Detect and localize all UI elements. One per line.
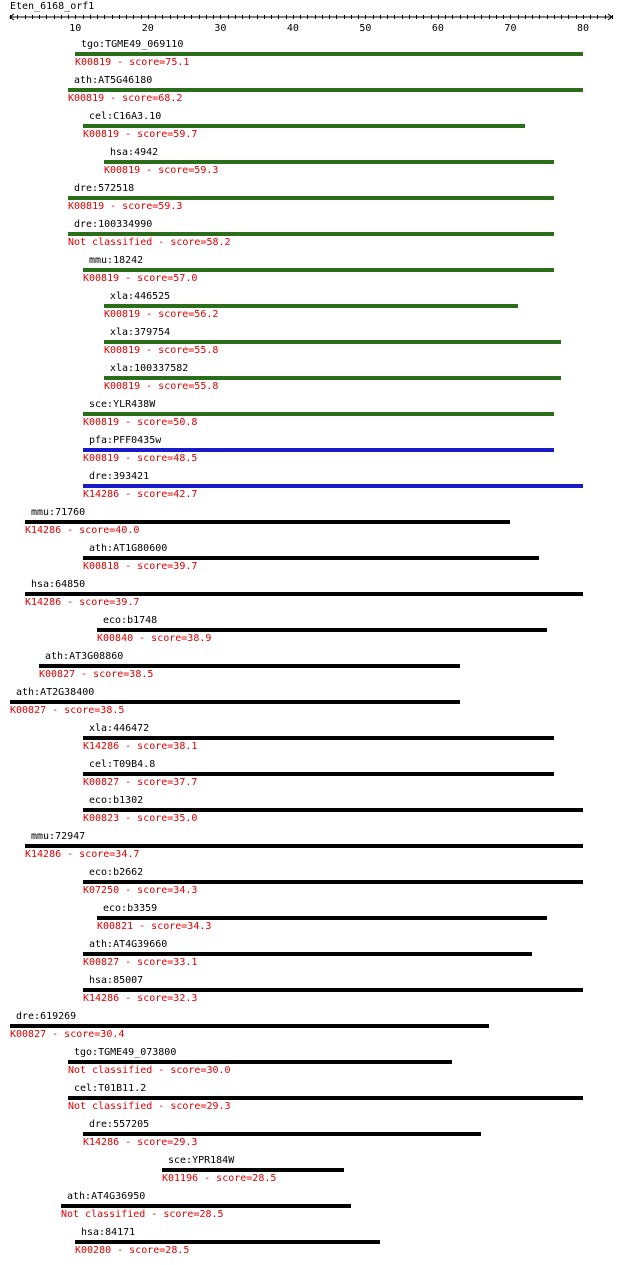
- hit-score-label[interactable]: K00821 - score=34.3: [97, 921, 212, 932]
- hit-score-label[interactable]: K00819 - score=59.3: [68, 201, 183, 212]
- ruler-tick-label: 50: [359, 23, 372, 34]
- hit-alignment-bar[interactable]: [10, 700, 460, 704]
- hit-alignment-bar[interactable]: [83, 808, 583, 812]
- hit-name[interactable]: xla:100337582: [110, 363, 189, 374]
- hit-score-label[interactable]: K14286 - score=39.7: [25, 597, 140, 608]
- hit-alignment-bar[interactable]: [83, 412, 554, 416]
- hit-score-label[interactable]: K00827 - score=37.7: [83, 777, 198, 788]
- hit-alignment-bar[interactable]: [68, 232, 554, 236]
- hit-name[interactable]: eco:b2662: [89, 867, 144, 878]
- ruler-tick-label: 10: [69, 23, 82, 34]
- hit-alignment-bar[interactable]: [68, 1096, 583, 1100]
- hit-alignment-bar[interactable]: [97, 916, 547, 920]
- hit-score-label[interactable]: K00819 - score=75.1: [75, 57, 190, 68]
- query-title: Eten_6168_orf1: [10, 1, 95, 12]
- hit-score-label[interactable]: Not classified - score=28.5: [61, 1209, 224, 1220]
- hit-name[interactable]: dre:557205: [89, 1119, 150, 1130]
- hit-name[interactable]: ath:AT4G36950: [67, 1191, 146, 1202]
- hit-score-label[interactable]: K00819 - score=50.8: [83, 417, 198, 428]
- hit-alignment-bar[interactable]: [83, 1132, 481, 1136]
- hit-name[interactable]: ath:AT5G46180: [74, 75, 153, 86]
- hit-alignment-bar[interactable]: [75, 52, 583, 56]
- hit-score-label[interactable]: K00827 - score=33.1: [83, 957, 198, 968]
- hit-name[interactable]: ath:AT1G80600: [89, 543, 168, 554]
- hit-name[interactable]: eco:b1302: [89, 795, 144, 806]
- hit-name[interactable]: cel:T09B4.8: [89, 759, 156, 770]
- hit-alignment-bar[interactable]: [83, 448, 554, 452]
- hit-alignment-bar[interactable]: [83, 988, 583, 992]
- hit-alignment-bar[interactable]: [83, 880, 583, 884]
- hit-score-label[interactable]: K00280 - score=28.5: [75, 1245, 190, 1256]
- hit-name[interactable]: cel:T01B11.2: [74, 1083, 147, 1094]
- hit-alignment-bar[interactable]: [104, 304, 518, 308]
- hit-score-label[interactable]: K00840 - score=38.9: [97, 633, 212, 644]
- hit-alignment-bar[interactable]: [10, 1024, 489, 1028]
- hit-score-label[interactable]: K14286 - score=32.3: [83, 993, 198, 1004]
- hit-alignment-bar[interactable]: [83, 556, 539, 560]
- hit-name[interactable]: eco:b3359: [103, 903, 158, 914]
- ruler-tick-label: 30: [214, 23, 227, 34]
- hit-name[interactable]: hsa:85007: [89, 975, 144, 986]
- hit-score-label[interactable]: K07250 - score=34.3: [83, 885, 198, 896]
- hit-score-label[interactable]: Not classified - score=30.0: [68, 1065, 231, 1076]
- hit-name[interactable]: hsa:64850: [31, 579, 86, 590]
- hit-name[interactable]: tgo:TGME49_073800: [74, 1047, 177, 1058]
- hit-score-label[interactable]: K14286 - score=40.0: [25, 525, 140, 536]
- hit-alignment-bar[interactable]: [104, 376, 561, 380]
- hit-score-label[interactable]: Not classified - score=29.3: [68, 1101, 231, 1112]
- ruler-tick-label: 40: [286, 23, 299, 34]
- hit-score-label[interactable]: K00827 - score=38.5: [10, 705, 125, 716]
- hit-name[interactable]: dre:619269: [16, 1011, 77, 1022]
- hit-alignment-bar[interactable]: [162, 1168, 344, 1172]
- hit-score-label[interactable]: K01196 - score=28.5: [162, 1173, 277, 1184]
- hit-name[interactable]: dre:100334990: [74, 219, 153, 230]
- hit-alignment-bar[interactable]: [61, 1204, 351, 1208]
- hit-name[interactable]: sce:YLR438W: [89, 399, 156, 410]
- ruler-tick-label: 60: [431, 23, 444, 34]
- hit-score-label[interactable]: K00823 - score=35.0: [83, 813, 198, 824]
- hit-name[interactable]: sce:YPR184W: [168, 1155, 235, 1166]
- hit-score-label[interactable]: K00819 - score=68.2: [68, 93, 183, 104]
- hit-alignment-bar[interactable]: [25, 844, 583, 848]
- hit-score-label[interactable]: Not classified - score=58.2: [68, 237, 231, 248]
- hit-score-label[interactable]: K00819 - score=59.7: [83, 129, 198, 140]
- hit-name[interactable]: xla:446525: [110, 291, 171, 302]
- hit-name[interactable]: eco:b1748: [103, 615, 158, 626]
- ruler-tick-label: 70: [504, 23, 517, 34]
- hit-alignment-bar[interactable]: [104, 160, 554, 164]
- hit-score-label[interactable]: K00819 - score=59.3: [104, 165, 219, 176]
- hit-score-label[interactable]: K14286 - score=38.1: [83, 741, 198, 752]
- hit-score-label[interactable]: K00819 - score=57.0: [83, 273, 198, 284]
- hit-alignment-bar[interactable]: [68, 88, 583, 92]
- hit-name[interactable]: mmu:72947: [31, 831, 86, 842]
- hit-name[interactable]: xla:446472: [89, 723, 150, 734]
- hit-name[interactable]: dre:572518: [74, 183, 135, 194]
- hit-score-label[interactable]: K00819 - score=48.5: [83, 453, 198, 464]
- hit-score-label[interactable]: K00819 - score=55.8: [104, 345, 219, 356]
- hit-score-label[interactable]: K00818 - score=39.7: [83, 561, 198, 572]
- hit-alignment-bar[interactable]: [83, 736, 554, 740]
- hit-name[interactable]: mmu:18242: [89, 255, 144, 266]
- hit-alignment-bar[interactable]: [25, 520, 510, 524]
- hit-alignment-bar[interactable]: [97, 628, 547, 632]
- hit-alignment-bar[interactable]: [75, 1240, 380, 1244]
- hit-name[interactable]: ath:AT4G39660: [89, 939, 168, 950]
- hit-alignment-bar[interactable]: [83, 952, 532, 956]
- hit-name[interactable]: pfa:PFF0435w: [89, 435, 162, 446]
- hit-score-label[interactable]: K00819 - score=56.2: [104, 309, 219, 320]
- hit-name[interactable]: tgo:TGME49_069110: [81, 39, 184, 50]
- hit-score-label[interactable]: K14286 - score=29.3: [83, 1137, 198, 1148]
- hit-score-label[interactable]: K14286 - score=42.7: [83, 489, 198, 500]
- hit-alignment-bar[interactable]: [68, 196, 554, 200]
- hit-alignment-bar[interactable]: [83, 268, 554, 272]
- hit-score-label[interactable]: K00827 - score=30.4: [10, 1029, 125, 1040]
- ruler-tick-label: 80: [576, 23, 590, 34]
- hit-score-label[interactable]: K14286 - score=34.7: [25, 849, 140, 860]
- hit-alignment-bar[interactable]: [83, 124, 525, 128]
- hit-alignment-bar[interactable]: [104, 340, 561, 344]
- hit-name[interactable]: cel:C16A3.10: [89, 111, 162, 122]
- hit-score-label[interactable]: K00819 - score=55.8: [104, 381, 219, 392]
- hit-name[interactable]: dre:393421: [89, 471, 150, 482]
- hit-name[interactable]: mmu:71760: [31, 507, 86, 518]
- hit-alignment-bar[interactable]: [25, 592, 583, 596]
- hit-score-label[interactable]: K00827 - score=38.5: [39, 669, 154, 680]
- hit-alignment-bar[interactable]: [68, 1060, 452, 1064]
- hit-name[interactable]: hsa:4942: [110, 147, 159, 158]
- hit-alignment-bar[interactable]: [83, 484, 583, 488]
- ruler-tick-label: 20: [141, 23, 154, 34]
- hit-name[interactable]: hsa:84171: [81, 1227, 136, 1238]
- hit-alignment-bar[interactable]: [39, 664, 460, 668]
- hit-name[interactable]: xla:379754: [110, 327, 171, 338]
- hit-alignment-bar[interactable]: [83, 772, 554, 776]
- hit-name[interactable]: ath:AT2G38400: [16, 687, 95, 698]
- hit-name[interactable]: ath:AT3G08860: [45, 651, 124, 662]
